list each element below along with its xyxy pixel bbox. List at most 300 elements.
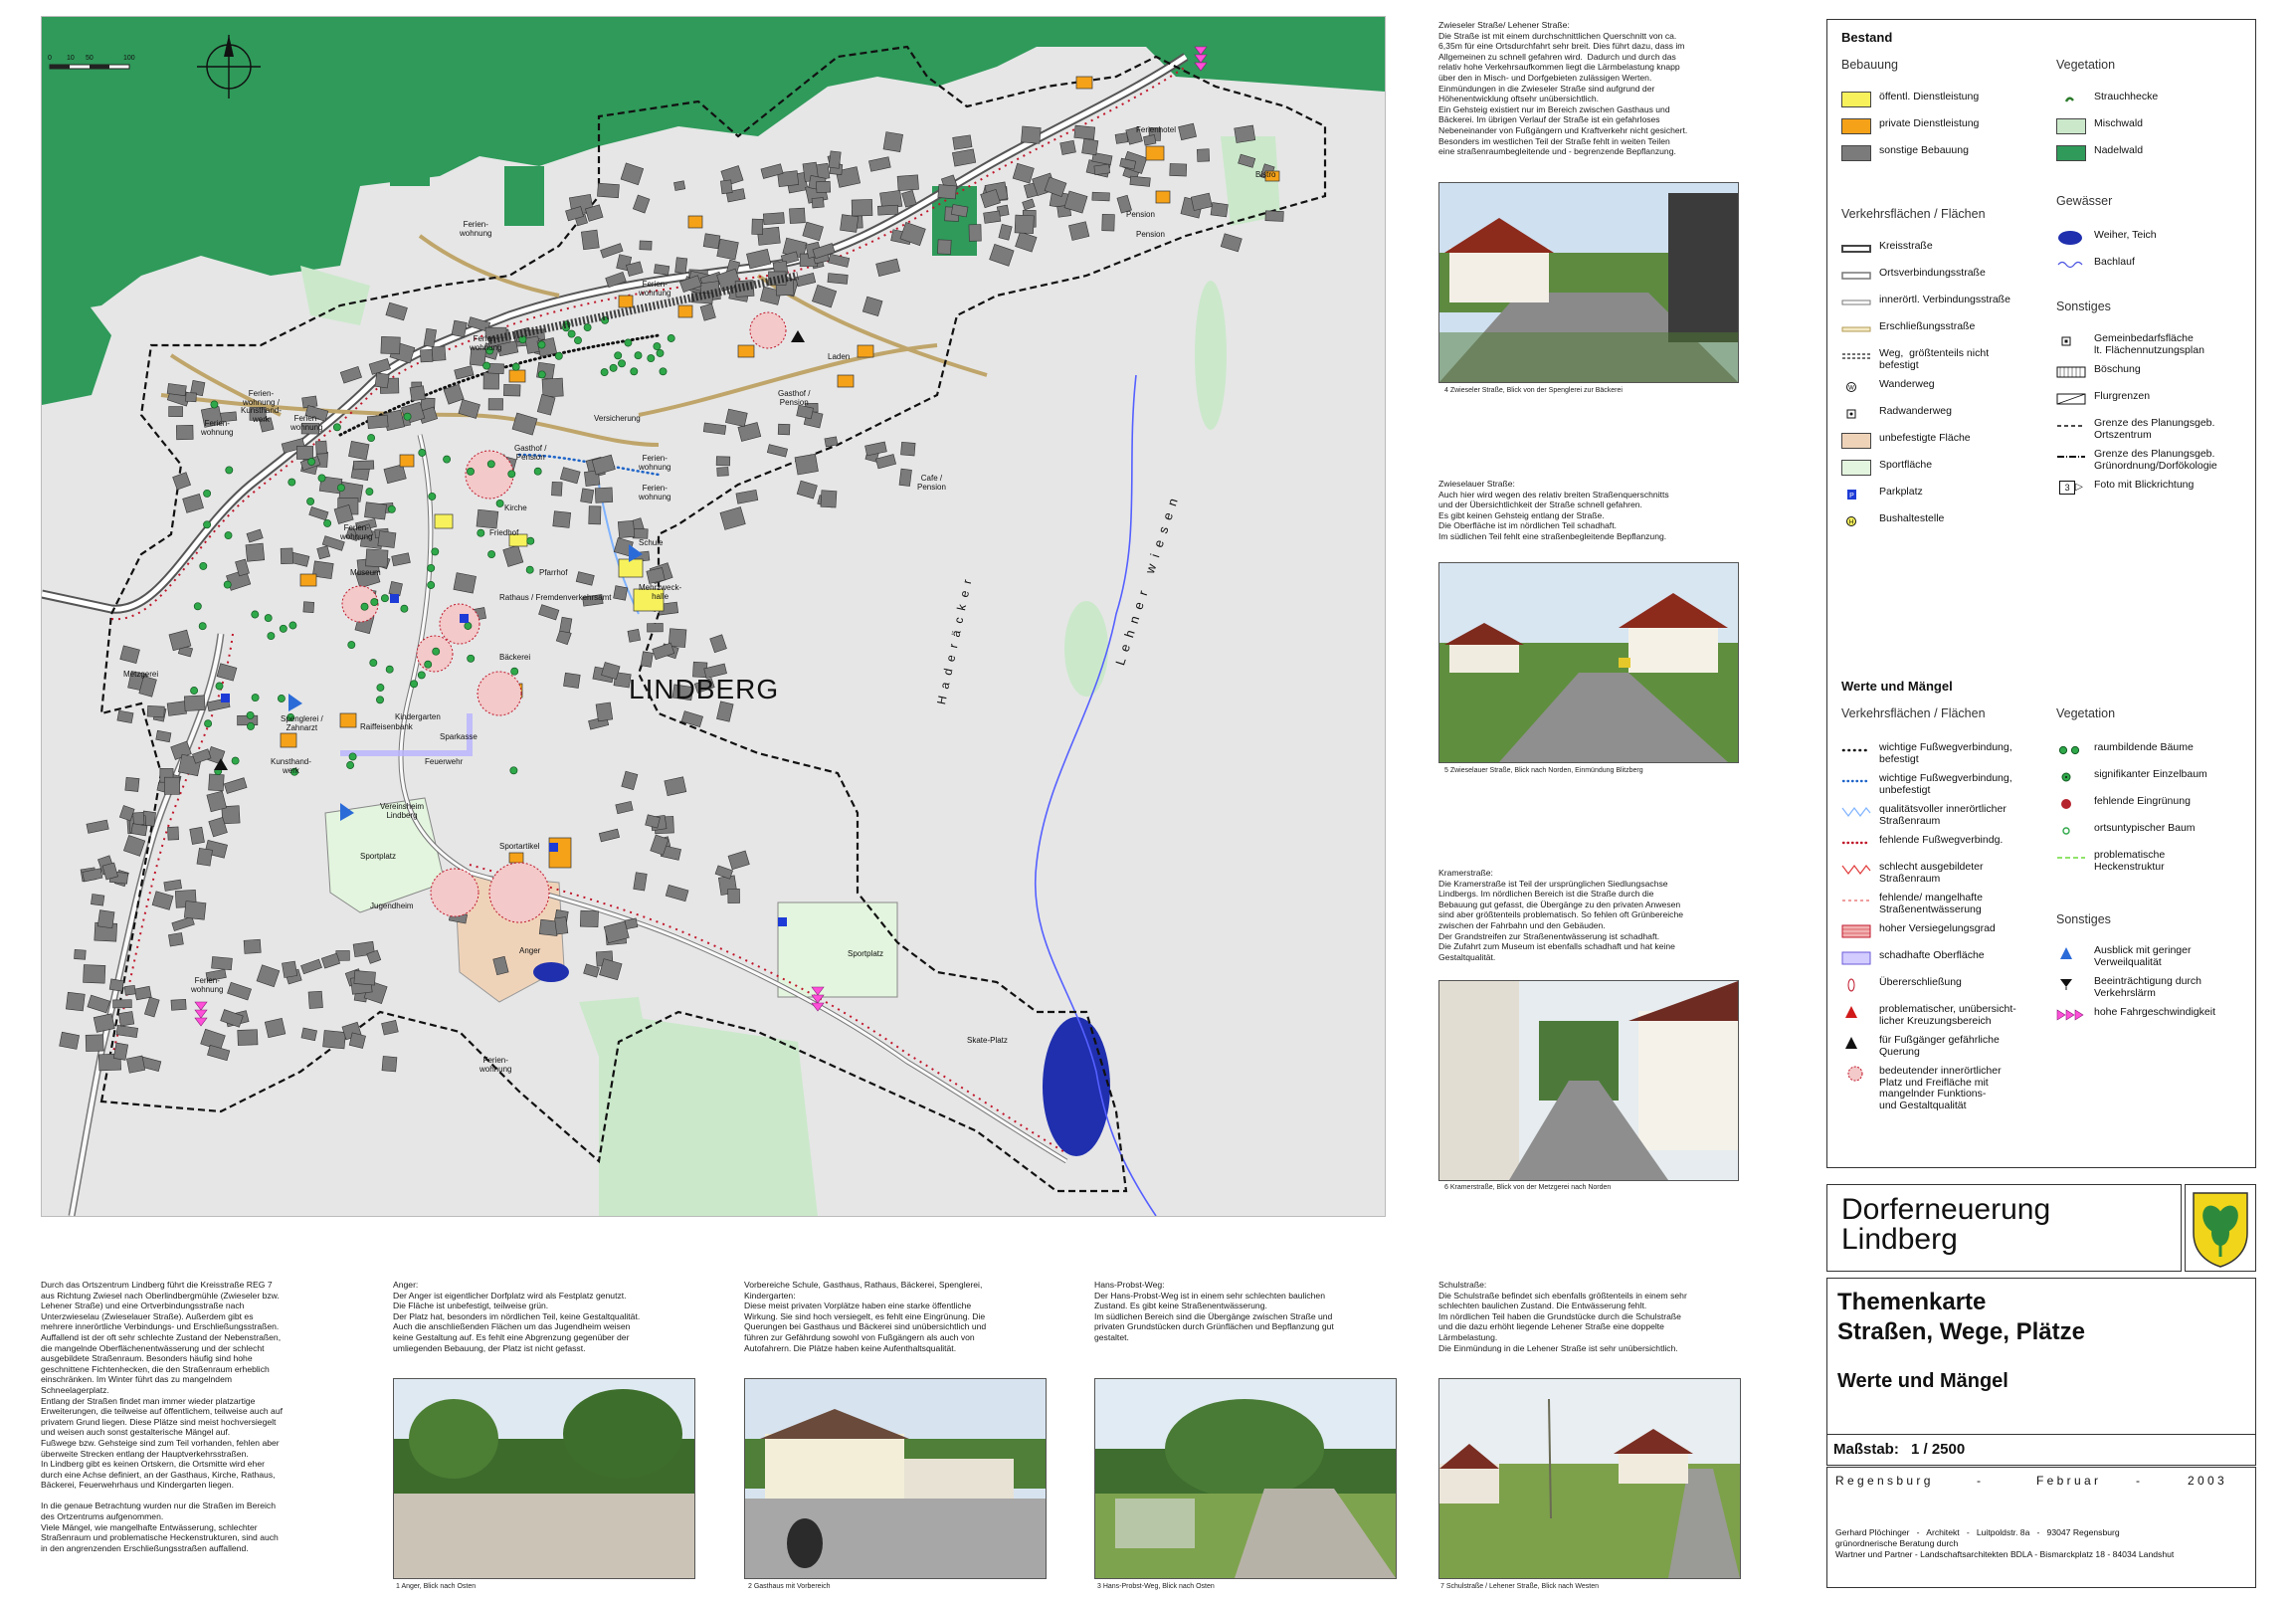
legend-label: Ausblick mit geringer Verweilqualität	[2094, 944, 2192, 968]
boeschung-icon	[2056, 364, 2086, 380]
legend-item	[1841, 268, 1986, 284]
legend-label: Grenze des Planungsgeb. Grünordnung/Dorfökologie	[2094, 448, 2217, 472]
place-label: Feuerwehr	[425, 757, 464, 766]
building	[597, 183, 619, 198]
legend-label: hohe Fahrgeschwindigkeit	[2094, 1006, 2215, 1018]
building	[937, 240, 951, 255]
town-map[interactable]	[41, 16, 1386, 1217]
building	[969, 225, 981, 242]
legend-item	[1841, 893, 1983, 915]
legend-swatch	[2056, 118, 2086, 134]
legend-item	[1841, 804, 2007, 827]
tree-marker	[610, 364, 617, 371]
legend-item	[1841, 923, 1996, 939]
tree-marker	[288, 479, 295, 486]
building	[323, 1030, 346, 1048]
building	[503, 384, 520, 396]
building	[675, 258, 687, 274]
grenze-gruen-icon	[2056, 449, 2086, 465]
wanderweg-icon	[1841, 379, 1871, 395]
tree-marker	[194, 603, 201, 610]
photo-6[interactable]	[1438, 980, 1739, 1181]
legend-label: Ortsverbindungsstraße	[1879, 267, 1986, 279]
tree-marker	[337, 485, 344, 492]
desc-kramer: Kramerstraße: Die Kramerstraße ist Teil der ursprünglichen Siedlungsachse Lindbergs. Im nördlichen Bereich ist die Straße durch die Bebauung gut gefasst, die Übergänge zu den privaten Anwesen sind aber größtenteils problematisch. So fehlen oft Grünbereiche zwischen der Fahrbahn und den Gebäuden. Der Grandstreifen zur Straßenentwässerung ist schadhaft. Die Zufahrt zum Museum ist ebenfalls schadhaft und hat keine Gestaltqualität.	[1438, 868, 1684, 962]
year-label: 2 0 0 3	[2188, 1474, 2224, 1488]
legend-gewaesser-title: Gewässer	[2056, 194, 2113, 208]
photo-1[interactable]	[393, 1378, 695, 1579]
tree-marker	[333, 424, 340, 431]
ortsuntypisch-icon	[2056, 823, 2086, 839]
legend-werte-vegetation-title: Vegetation	[2056, 706, 2116, 720]
building	[375, 373, 389, 388]
tree-marker	[308, 458, 315, 465]
building	[1115, 133, 1128, 144]
tree-marker	[205, 720, 212, 727]
place-label: Ferien- wohnung	[460, 220, 492, 238]
place-label: Bistro	[1255, 170, 1276, 179]
forest-patch	[504, 166, 544, 226]
tree-marker	[444, 456, 451, 463]
legend-label: problematischer, unübersicht- licher Kreuzungsbereich	[1879, 1003, 2016, 1027]
service-building	[619, 559, 643, 577]
tree-marker	[404, 413, 411, 420]
tree-marker	[370, 660, 377, 667]
building	[169, 407, 183, 417]
theme-subtitle: Werte und Mängel	[1837, 1370, 2009, 1392]
city-label: R e g e n s b u r g	[1835, 1474, 1931, 1488]
building	[728, 889, 740, 902]
building	[366, 549, 389, 567]
building	[1170, 163, 1187, 176]
building	[303, 602, 314, 613]
date-separator: -	[1977, 1474, 1981, 1488]
legend-item	[2056, 796, 2191, 812]
tree-marker	[538, 341, 545, 348]
desc-hans-probst: Hans-Probst-Weg: Der Hans-Probst-Weg ist in einem sehr schlechten baulichen Zustand. Es gibt keine Straßenentwässerung. Im südlichen Bereich sind die Übergänge zwischen Straße und privaten Grundstücken durch Grünflächen und Bepflanzung gut gestaltet.	[1094, 1280, 1334, 1342]
tree-marker	[660, 368, 667, 375]
legend-swatch	[1841, 92, 1871, 107]
legend-item	[1841, 487, 1923, 502]
legend-panel	[1826, 19, 2256, 1168]
legend-item	[2056, 1007, 2215, 1023]
place-label: Ferien- wohnung	[201, 419, 234, 437]
legend-label: problematische Heckenstruktur	[2094, 849, 2166, 873]
scale-label-50: 50	[86, 55, 94, 62]
tree-marker	[348, 642, 355, 649]
building	[752, 219, 763, 235]
legend-item	[2056, 480, 2194, 496]
building	[816, 181, 830, 193]
service-building	[1146, 146, 1164, 160]
tree-marker	[361, 603, 368, 610]
legend-item	[1841, 950, 1985, 966]
legend-label: wichtige Fußwegverbindung, befestigt	[1879, 741, 2012, 765]
place-label: Rathaus / Fremdenverkehrsamt	[499, 593, 612, 602]
legend-label: Weiher, Teich	[2094, 229, 2157, 241]
legend-label: Parkplatz	[1879, 486, 1923, 498]
building	[877, 205, 898, 215]
building	[315, 441, 326, 454]
building	[265, 1018, 286, 1037]
legend-label: schlecht ausgebildeter Straßenraum	[1879, 861, 1984, 885]
service-building	[688, 216, 702, 228]
erschliessung-icon	[1841, 321, 1871, 337]
legend-bestand-title: Bestand	[1841, 30, 1893, 45]
building	[168, 932, 183, 946]
tree-marker	[371, 599, 378, 606]
service-building	[509, 853, 523, 863]
credits-text: Gerhard Plöchinger - Architekt - Luitpoldstr. 8a - 93047 Regensburg grünordnerische Beratung durch Wartner und Partner - Landschaftsarchitekten BDLA - Bismarckplatz 18 - 84034 Landshut	[1835, 1527, 2175, 1559]
legend-label: Böschung	[2094, 363, 2141, 375]
tree-marker	[224, 581, 231, 588]
scale-label: Maßstab:	[1833, 1441, 1899, 1458]
legend-item	[2056, 449, 2217, 472]
building	[717, 467, 729, 476]
place-label: Raiffeisenbank	[360, 722, 413, 731]
eingruenung-icon	[2056, 796, 2086, 812]
platz-mangel-marker[interactable]	[489, 863, 549, 922]
building	[483, 372, 499, 389]
tree-marker	[631, 368, 638, 375]
tree-marker	[512, 363, 519, 370]
tree-marker	[483, 362, 490, 369]
building	[186, 392, 197, 401]
building	[197, 848, 213, 866]
building	[238, 1030, 258, 1046]
legend-swatch	[1841, 433, 1871, 449]
tree-marker	[366, 489, 373, 496]
radwanderweg-icon	[1841, 406, 1871, 422]
building	[126, 1056, 144, 1073]
scale-bar	[50, 65, 129, 69]
place-label: Vereinsheim Lindberg	[380, 802, 425, 820]
project-title-line1: Dorferneuerung	[1841, 1193, 2051, 1226]
building	[1015, 215, 1034, 234]
building	[1102, 214, 1115, 231]
caption-photo-5: 5 Zwieselauer Straße, Blick nach Norden, Einmündung Blitzberg	[1444, 767, 1643, 774]
building	[640, 241, 652, 250]
place-label: L e h n e r w i e s e n	[1112, 495, 1182, 668]
service-building	[549, 838, 571, 868]
building	[133, 812, 144, 825]
platz-mangel-marker[interactable]	[478, 672, 521, 715]
tree-marker	[247, 711, 254, 718]
place-label: Museum	[350, 568, 381, 577]
tree-marker	[615, 352, 622, 359]
tree-marker	[511, 668, 518, 675]
building	[1211, 203, 1228, 217]
theme-title-line2: Straßen, Wege, Plätze	[1837, 1318, 2085, 1345]
legend-label: hoher Versiegelungsgrad	[1879, 922, 1996, 934]
legend-sonstiges-title: Sonstiges	[2056, 300, 2111, 313]
scale-value: 1 / 2500	[1911, 1441, 1966, 1458]
place-label: Sportplatz	[848, 949, 884, 958]
tree-marker	[601, 369, 608, 376]
building	[410, 386, 425, 401]
scale-label-100: 100	[123, 55, 135, 62]
place-label: Kindergarten	[395, 712, 441, 721]
building	[171, 999, 186, 1010]
building	[1060, 140, 1076, 154]
legend-werte-verkehr-title: Verkehrsflächen / Flächen	[1841, 706, 1986, 720]
tree-marker	[377, 684, 384, 691]
building	[897, 175, 918, 191]
building	[618, 520, 635, 537]
building	[1021, 126, 1041, 143]
fuss-fehlend-icon	[1841, 835, 1871, 851]
legend-verkehr-title: Verkehrsflächen / Flächen	[1841, 207, 1986, 221]
legend-item	[2056, 391, 2150, 407]
legend-label: Bushaltestelle	[1879, 512, 1945, 524]
theme-title-box	[1826, 1278, 2256, 1435]
building	[899, 469, 912, 486]
building	[113, 1043, 127, 1060]
building	[703, 234, 720, 249]
tree-marker	[568, 330, 575, 337]
building	[595, 488, 613, 502]
building	[938, 184, 957, 198]
building	[1130, 176, 1151, 186]
legend-item	[2056, 823, 2196, 839]
service-building	[678, 305, 692, 317]
building	[381, 336, 400, 354]
versiegelung-icon	[1841, 923, 1871, 939]
photo-2[interactable]	[744, 1378, 1047, 1579]
place-label: Anger	[519, 946, 541, 955]
building	[246, 543, 265, 561]
fuss-unbefestigt-icon	[1841, 773, 1871, 789]
legend-label: öffentl. Dienstleistung	[1879, 91, 1980, 102]
pond-large	[1043, 1017, 1110, 1156]
hecke-icon	[2056, 850, 2086, 866]
tree-marker	[252, 611, 259, 618]
parkplatz-icon	[221, 694, 230, 702]
foto-icon	[2056, 480, 2086, 496]
tree-marker	[347, 761, 354, 768]
photo-3[interactable]	[1094, 1378, 1397, 1579]
legend-label: Strauchhecke	[2094, 91, 2159, 102]
legend-label: wichtige Fußwegverbindung, unbefestigt	[1879, 772, 2012, 796]
legend-label: fehlende/ mangelhafte Straßenentwässerung	[1879, 892, 1983, 915]
tree-marker	[534, 468, 541, 475]
platz-mangel-marker[interactable]	[431, 869, 478, 916]
building	[134, 986, 151, 1000]
legend-item	[1841, 460, 1932, 476]
building	[488, 363, 504, 373]
tree-marker	[216, 683, 223, 690]
building	[84, 965, 105, 984]
place-label: Jugendheim	[370, 902, 414, 910]
building	[147, 705, 164, 717]
legend-item	[1841, 1035, 2000, 1058]
svg-text:W: W	[1848, 385, 1854, 392]
legend-item	[2056, 945, 2191, 968]
building	[244, 939, 261, 953]
building	[821, 491, 837, 507]
legend-label: private Dienstleistung	[1879, 117, 1980, 129]
service-building	[619, 296, 633, 307]
building	[164, 777, 179, 794]
tree-marker	[418, 672, 425, 679]
building	[66, 992, 85, 1011]
platz-mangel-marker[interactable]	[440, 604, 479, 644]
place-label: Cafe / Pension	[917, 474, 946, 492]
legend-item	[1841, 977, 1962, 993]
place-label: Ferien- wohnung	[639, 454, 671, 472]
legend-label: Gemeinbedarfsfläche lt. Flächennutzungsplan	[2094, 332, 2204, 356]
tree-marker	[488, 551, 495, 558]
building	[720, 180, 732, 194]
tree-marker	[433, 648, 440, 655]
svg-text:H: H	[1848, 519, 1854, 526]
legend-label: qualitätsvoller innerörtlicher Straßenraum	[1879, 803, 2007, 827]
tree-marker	[527, 537, 534, 544]
innerortl-icon	[1841, 295, 1871, 310]
tree-marker	[278, 695, 285, 701]
place-label: Spenglerei / Zahnarzt	[281, 714, 323, 732]
place-label: Pension	[1136, 230, 1165, 239]
building	[420, 349, 433, 362]
desc-zwieselauer: Zwieselauer Straße: Auch hier wird wegen des relativ breiten Straßenquerschnitts und der Übersichtlichkeit der Straße schnell gefahren. Es gibt keinen Gehsteig entlang der Straße. Die Oberfläche ist im nördlichen Teil schadhaft. Im südlichen Teil fehlt eine straßenbegleitende Bepflanzung.	[1438, 479, 1669, 541]
service-building	[738, 345, 754, 357]
legend-vegetation-title: Vegetation	[2056, 58, 2116, 72]
tree-marker	[496, 500, 503, 506]
legend-label: Übererschließung	[1879, 976, 1962, 988]
tree-marker	[368, 435, 375, 442]
tree-marker	[386, 666, 393, 673]
place-label: Skate-Platz	[967, 1036, 1008, 1045]
building	[209, 774, 225, 791]
legend-item	[2056, 850, 2165, 873]
building	[984, 211, 1001, 224]
legend-item	[2056, 418, 2214, 441]
service-building	[300, 574, 316, 586]
legend-item	[1841, 92, 1979, 107]
map-canvas[interactable]	[42, 17, 1385, 1216]
building	[628, 629, 641, 642]
place-label: H a d e r ä c k e r	[934, 576, 975, 706]
tree-marker	[635, 352, 642, 359]
legend-item	[2056, 742, 2194, 758]
tree-marker	[478, 529, 484, 536]
tree-marker	[487, 461, 494, 468]
building	[581, 489, 594, 503]
building	[614, 586, 628, 601]
service-building	[509, 370, 525, 382]
photo-5[interactable]	[1438, 562, 1739, 763]
building	[75, 949, 87, 959]
ausblick-icon	[2056, 945, 2086, 961]
building	[641, 652, 653, 668]
tree-marker	[252, 695, 259, 701]
legend-item	[2056, 364, 2141, 380]
weg-icon	[1841, 348, 1871, 364]
building	[176, 425, 193, 440]
tree-marker	[376, 697, 383, 703]
service-building	[1076, 77, 1092, 89]
legend-bebauung-title: Bebauung	[1841, 58, 1899, 72]
tree-marker	[226, 467, 233, 474]
building	[840, 215, 858, 233]
town-name-label: LINDBERG	[629, 674, 780, 704]
photo-4[interactable]	[1438, 182, 1739, 383]
legend-label: schadhafte Oberfläche	[1879, 949, 1985, 961]
tree-marker	[318, 475, 325, 482]
building	[113, 1000, 132, 1008]
legend-label: ortsuntypischer Baum	[2094, 822, 2196, 834]
project-title-box	[1826, 1184, 2182, 1272]
building	[389, 581, 403, 595]
place-label: Laden	[828, 352, 851, 361]
building	[560, 617, 572, 633]
legend-item	[1841, 406, 1952, 422]
kreuzung-icon	[1841, 1004, 1871, 1020]
place-label: Mehrzweck- halle	[639, 583, 682, 601]
caption-photo-7: 7 Schulstraße / Lehener Straße, Blick nach Westen	[1440, 1583, 1600, 1590]
platz-icon	[1841, 1066, 1871, 1082]
scale-label-10: 10	[67, 55, 75, 62]
ortsverbindung-icon	[1841, 268, 1871, 284]
place-label: Metzgerei	[123, 670, 159, 679]
place-label: Schule	[639, 538, 664, 547]
tree-marker	[289, 622, 296, 629]
service-building	[281, 733, 296, 747]
legend-item	[1841, 295, 2010, 310]
legend-label: Beeinträchtigung durch Verkehrslärm	[2094, 975, 2201, 999]
building	[184, 902, 206, 920]
building	[852, 199, 872, 216]
querung-icon	[1841, 1035, 1871, 1051]
parkplatz-icon	[460, 614, 469, 623]
photo-7[interactable]	[1438, 1378, 1741, 1579]
place-label: Ferien- wohnung / Kunsthand- werk	[241, 389, 282, 424]
tree-marker	[268, 633, 275, 640]
parkplatz-icon	[1841, 487, 1871, 502]
platz-mangel-marker[interactable]	[750, 312, 786, 348]
kreisstrasse-icon	[1841, 241, 1871, 257]
tree-marker	[199, 623, 206, 630]
pond-small	[533, 962, 569, 982]
legend-item	[1841, 433, 1971, 449]
project-title-line2: Lindberg	[1841, 1223, 1958, 1256]
place-label: Ferien- wohnung	[340, 523, 373, 541]
entwaesserung-icon	[1841, 893, 1871, 908]
place-label: Ferienhotel	[1136, 125, 1177, 134]
building	[1074, 125, 1095, 139]
raumbildend-icon	[2056, 742, 2086, 758]
tree-marker	[232, 757, 239, 764]
place-label: Gasthof / Pension	[778, 389, 811, 407]
tree-marker	[428, 564, 435, 571]
legend-item	[2056, 145, 2143, 161]
building	[763, 213, 784, 225]
tree-marker	[381, 595, 388, 602]
tree-marker	[432, 548, 439, 555]
building	[825, 437, 838, 447]
building	[131, 824, 147, 836]
place-label: Sportartikel	[499, 842, 540, 851]
month-label: F e b r u a r	[2036, 1474, 2099, 1488]
qualitaet-icon	[1841, 804, 1871, 820]
laerm-icon	[2056, 976, 2086, 992]
parkplatz-icon	[778, 917, 787, 926]
credits-box	[1826, 1467, 2256, 1588]
tree-marker	[265, 615, 272, 622]
building	[308, 991, 322, 1008]
legend-item	[2056, 230, 2157, 246]
tree-marker	[425, 661, 432, 668]
